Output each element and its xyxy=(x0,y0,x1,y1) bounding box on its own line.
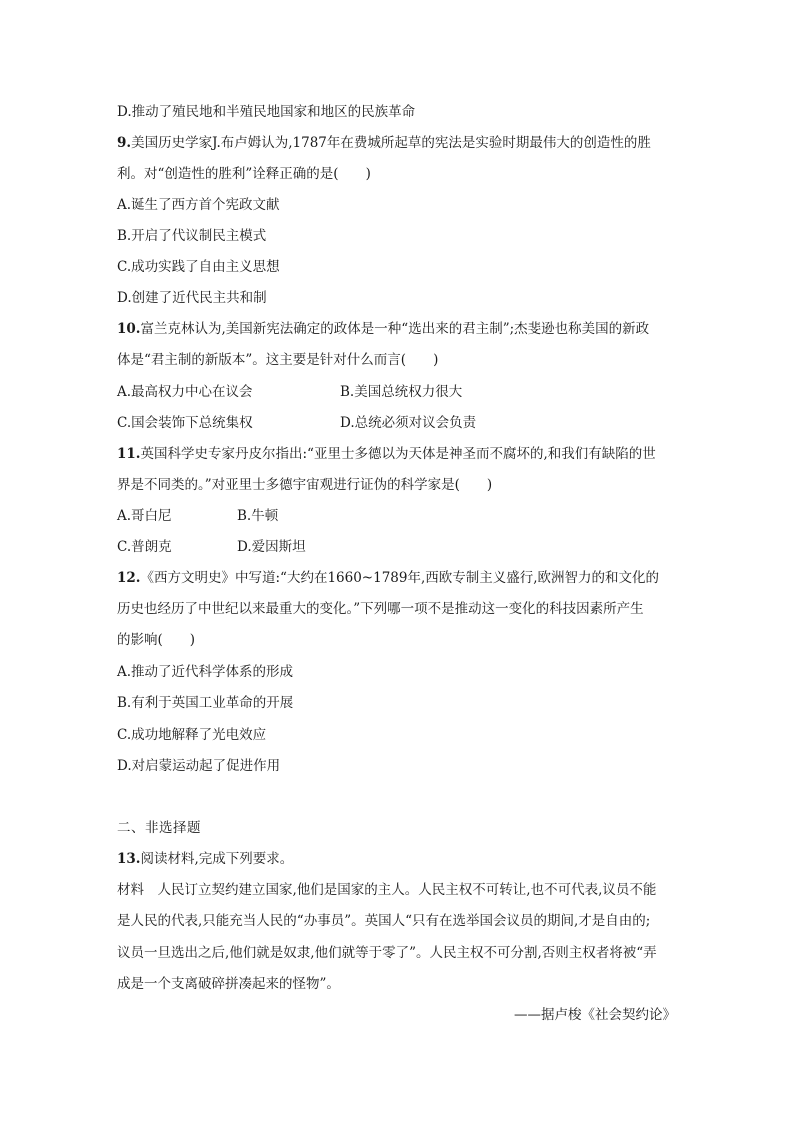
q13-material-line4: 成是一个支离破碎拼凑起来的怪物”。 xyxy=(117,976,340,992)
q11-option-a: A.哥白尼 xyxy=(117,508,172,524)
q12-stem-line2: 历史也经历了中世纪以来最重大的变化。”下列哪一项不是推动这一变化的科技因素所产生 xyxy=(117,601,644,617)
q13-number: 13. xyxy=(117,851,141,867)
q11-option-d: D.爱因斯坦 xyxy=(237,539,306,555)
q9-stem-text1: 美国历史学家J.布卢姆认为,1787年在费城所起草的宪法是实验时期最伟大的创造性的胜 xyxy=(131,135,651,151)
q13-material-line2: 是人民的代表,只能充当人民的“办事员”。英国人“只有在选举国会议员的期间,才是自由的; xyxy=(117,913,651,929)
q12-option-b: B.有利于英国工业革命的开展 xyxy=(117,695,294,711)
q11-option-b: B.牛顿 xyxy=(237,508,279,524)
q10-stem-line2: 体是“君主制的新版本”。这主要是针对什么而言( ) xyxy=(117,352,439,368)
q8-option-d: D.推动了殖民地和半殖民地国家和地区的民族革命 xyxy=(117,104,416,120)
q12-number: 12. xyxy=(117,570,141,586)
q11-number: 11. xyxy=(117,446,141,462)
q9-number: 9. xyxy=(117,135,132,151)
q10-stem-text1: 富兰克林认为,美国新宪法确定的政体是一种“选出来的君主制”;杰斐逊也称美国的新政 xyxy=(140,321,650,337)
q11-stem-text1: 英国科学史专家丹皮尔指出:“亚里士多德以为天体是神圣而不腐坏的,和我们有缺陷的世 xyxy=(140,446,656,462)
q11-option-c: C.普朗克 xyxy=(117,539,172,555)
q13-material-line1: 材料 人民订立契约建立国家,他们是国家的主人。人民主权不可转让,也不可代表,议员不能 xyxy=(117,882,657,898)
q12-stem-line1 xyxy=(117,572,659,586)
q10-number: 10. xyxy=(117,321,141,337)
q12-stem-line3: 的影响( ) xyxy=(117,632,196,648)
q10-option-d: D.总统必须对议会负责 xyxy=(340,415,477,431)
q9-option-c: C.成功实践了自由主义思想 xyxy=(117,259,280,275)
q9-stem-line2: 利。对“创造性的胜利”诠释正确的是( ) xyxy=(117,166,371,182)
q13-source-citation: ——据卢梭《社会契约论》 xyxy=(514,1007,676,1023)
q12-option-d: D.对启蒙运动起了促进作用 xyxy=(117,758,281,774)
section-heading: 二、非选择题 xyxy=(117,820,201,836)
q9-option-a: A.诞生了西方首个宪政文献 xyxy=(117,197,280,213)
q12-option-c: C.成功地解释了光电效应 xyxy=(117,727,267,743)
q11-stem-line2: 界是不同类的。”对亚里士多德宇宙观进行证伪的科学家是( ) xyxy=(117,477,493,493)
q9-option-d: D.创建了近代民主共和制 xyxy=(117,290,267,306)
q9-option-b: B.开启了代议制民主模式 xyxy=(117,228,267,244)
q10-option-a: A.最高权力中心在议会 xyxy=(117,384,253,400)
q13-prompt-text: 阅读材料,完成下列要求。 xyxy=(140,851,294,867)
q12-option-a: A.推动了近代科学体系的形成 xyxy=(117,664,294,680)
q10-stem-line1 xyxy=(117,323,649,337)
q13-material-line3: 议员一旦选出之后,他们就是奴隶,他们就等于零了”。人民主权不可分割,否则主权者将被“弄 xyxy=(117,945,657,961)
q13-prompt xyxy=(117,853,293,867)
q10-option-c: C.国会装饰下总统集权 xyxy=(117,415,253,431)
q10-option-b: B.美国总统权力很大 xyxy=(340,384,463,400)
q11-stem-line1 xyxy=(117,448,656,462)
q9-stem-line1 xyxy=(117,137,651,151)
q12-stem-text1: 《西方文明史》中写道:“大约在1660~1789年,西欧专制主义盛行,欧洲智力的和文化的 xyxy=(140,570,660,586)
